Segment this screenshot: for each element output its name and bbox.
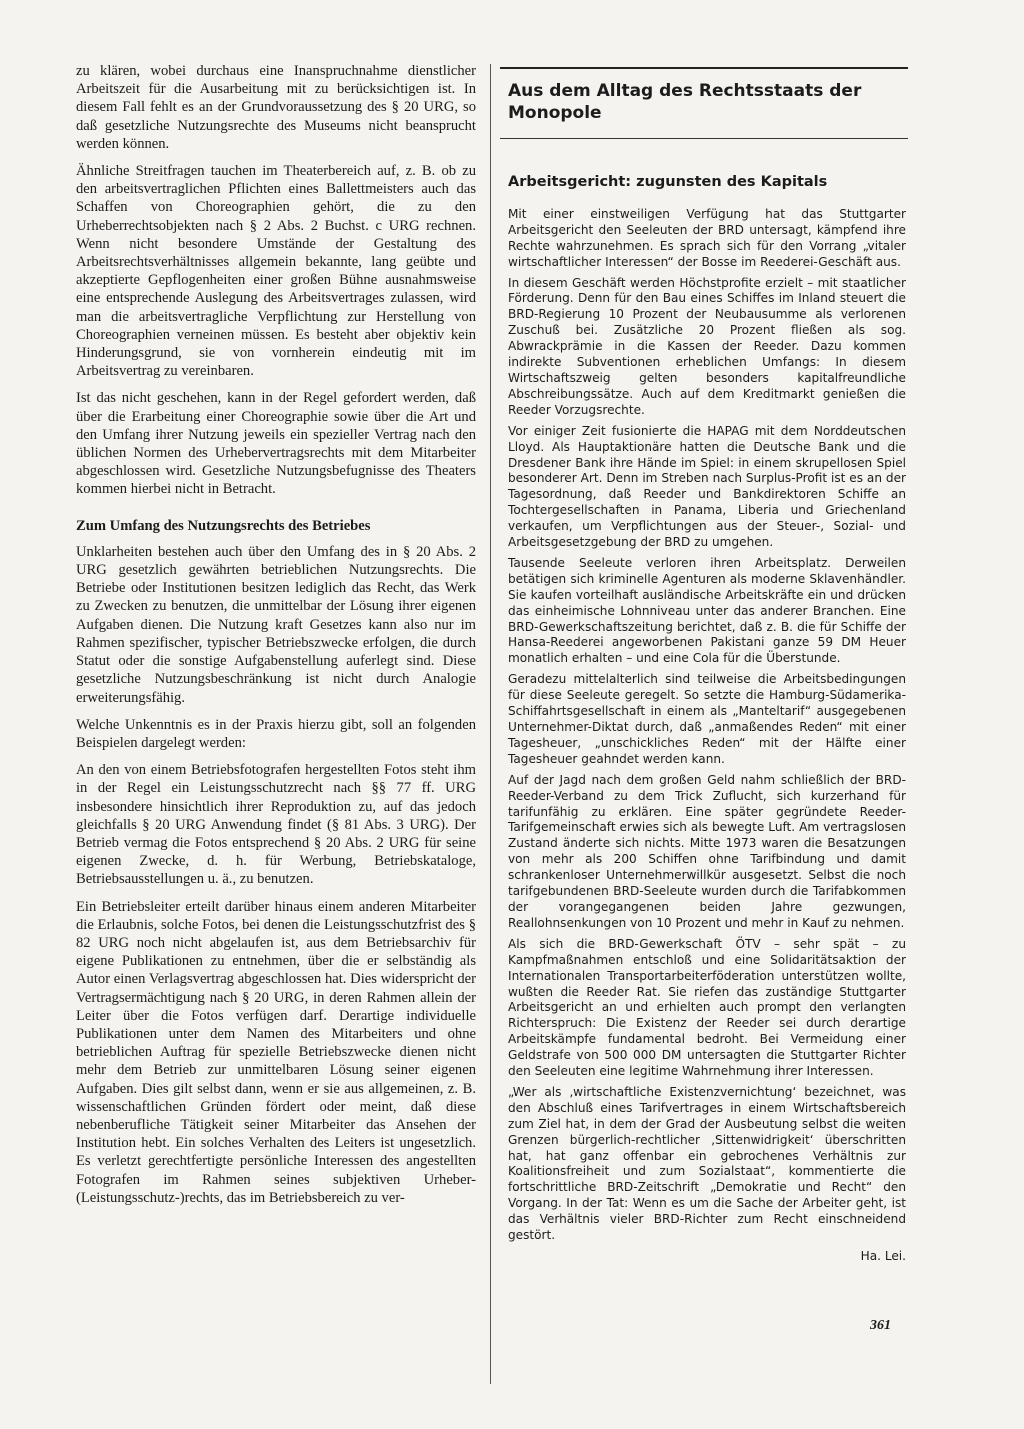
paragraph: Welche Unkenntnis es in der Praxis hierzu gibt, soll an folgenden Beispielen dargelegt werden: — [76, 716, 476, 751]
section-title: Aus dem Alltag des Rechtsstaats der Monopole — [508, 81, 862, 123]
column-divider — [490, 64, 491, 1384]
page-number: 361 — [870, 1318, 891, 1333]
paragraph: Tausende Seeleute verloren ihren Arbeitsplatz. Derweilen betätigen sich kriminelle Agenturen als moderne Sklavenhändler. Sie kaufen vorteilhaft ausländische Arbeitskräfte ein und drücken das einheimische Lohnniveau unter das anderer Branchen. Eine BRD-Gewerkschaftszeitung berichtet, daß z. B. die für Schiffe der Hansa-Reederei angeworbenen Pakistani ganze 59 DM Heuer monatlich erhalten – und eine Cola für die Überstunde. — [508, 555, 906, 666]
paragraph: Mit einer einstweiligen Verfügung hat das Stuttgarter Arbeitsgericht den Seeleuten der BRD untersagt, kämpfend ihre Rechte wahrzunehmen. Es sprach sich für den Vorrang „vitaler wirtschaftlicher Interessen“ der Bosse im Reederei-Geschäft aus. — [508, 206, 906, 269]
paragraph: Auf der Jagd nach dem großen Geld nahm schließlich der BRD-Reeder-Verband zu dem Trick Zuflucht, sich kurzerhand für tarifunfähig zu erklären. Eine später gegründete Reeder-Tarifgemeinschaft erwies sich als bewegte Luft. Am vertragslosen Zustand änderte sich nichts. Mitte 1973 waren die Besatzungen von mehr als 200 Schiffen ohne Tarifbindung und damit schrankenloser Unternehmerwillkür ausgesetzt. Selbst die noch tarifgebundenen BRD-Seeleute wurden durch die Tarifabkommen der vorangegangenen beiden Jahre gezwungen, Reallohnsenkungen von 10 Prozent und mehr in Kauf zu nehmen. — [508, 772, 906, 930]
paragraph: An den von einem Betriebsfotografen hergestellten Fotos steht ihm in der Regel ein Leistungsschutzrecht nach §§ 77 ff. URG insbesondere hinsichtlich ihrer Reproduktion zu, auf das jedoch gleichfalls § 20 URG Anwendung findet (§ 81 Abs. 3 URG). Der Betrieb vermag die Fotos entsprechend § 20 Abs. 2 URG für seine eigenen Zwecke, d. h. für Werbung, Betriebskataloge, Betriebsausstellungen u. ä., zu benutzen. — [76, 762, 476, 888]
right-column — [508, 80, 906, 1265]
section-rule — [500, 138, 908, 139]
paragraph: „Wer als ‚wirtschaftliche Existenzvernichtung‘ bezeichnet, was den Abschluß eines Tarifvertrages in einem Wirtschaftsbereich zum Ziel hat, in dem der Grad der Ausbeutung selbst die weiten Grenzen bürgerlich-rechtlicher ‚Sittenwidrigkeit‘ überschritten hat, hat ganz offenbar ein gebrochenes Verhältnis zur Koalitionsfreiheit und zum Sozialstaat“, kommentierte die fortschrittliche BRD-Zeitschrift „Demokratie und Recht“ den Vorgang. In der Tat: Wenn es um die Sache der Arbeiter geht, ist das Verhältnis vieler BRD-Richter zum Recht einschneidend gestört. — [508, 1084, 906, 1243]
paragraph: Als sich die BRD-Gewerkschaft ÖTV – sehr spät – zu Kampfmaßnahmen entschloß und eine Solidaritätsaktion der Internationalen Transportarbeiterföderation unterstützen wollte, wußten die Reeder Rat. Sie riefen das zuständige Stuttgarter Arbeitsgericht an und erhielten auch prompt den verlangten Richterspruch: Die Existenz der Reeder sei durch derartige Arbeitskämpfe fundamental bedroht. Bei Vermeidung einer Geldstrafe von 500 000 DM untersagten die Stuttgarter Richter den Seeleuten eine legitime Wahrnehmung ihrer Interessen. — [508, 936, 906, 1079]
paragraph: Vor einiger Zeit fusionierte die HAPAG mit dem Norddeutschen Lloyd. Als Hauptaktionäre hatten die Deutsche Bank und die Dresdener Bank ihre Hände im Spiel: in einem skrupellosen Spiel besonderer Art. Denn im Streben nach Surplus-Profit ist es an der Tagesordnung, daß Reeder und Bankdirektoren Schiffe an Tochtergesellschaften in Panama, Liberia und Griechenland verkaufen, um Verpflichtungen aus der Steuer-, Sozial- und Arbeitsgesetzgebung der BRD zu umgehen. — [508, 423, 906, 550]
paragraph: Ähnliche Streitfragen tauchen im Theaterbereich auf, z. B. ob zu den arbeitsvertraglichen Pflichten eines Ballettmeisters auch das Schaffen von Choreographien gehört, die zu den Urheberrechtsobjekten nach § 2 Abs. 2 Buchst. c URG rechnen. Wenn nicht besondere Umstände der Gestaltung des Arbeitsrechtsverhältnisses allgemein bekannte, lang geübte und akzeptierte Gepflogenheiten einer großen Bühne ausnahmsweise eine entsprechende Auslegung des Arbeitsvertrages zulassen, wird man die arbeitsvertragliche Verpflichtung zur Herstellung von Choreographien verneinen müssen. Es besteht aber objektiv kein Hinderungsgrund, sie von vornherein eindeutig mit im Arbeitsvertrag zu vereinbaren. — [76, 163, 476, 380]
paragraph: Ein Betriebsleiter erteilt darüber hinaus einem anderen Mitarbeiter die Erlaubnis, solche Fotos, bei denen die Leistungsschutzfrist des § 82 URG noch nicht abgelaufen ist, aus dem Betriebsarchiv für eigene Publikationen zu entnehmen, über die er selbständig als Autor einen Verlagsvertrag abgeschlossen hat. Dies widerspricht der Vertragsermächtigung nach § 20 URG, in deren Rahmen allein der Leiter über die Fotos verfügen darf. Derartige individuelle Publikationen unter dem Namen des Mitarbeiters und ohne betrieblichen Auftrag für spezielle Betriebszwecke dienen nicht mehr dem Betrieb zur unmittelbaren Lösung seiner eigenen Aufgaben. Dies gilt selbst dann, wenn er sie aus allgemeinen, z. B. wissenschaftlichen Gründen fördert oder meint, daß diese nebenberufliche Tätigkeit seiner Mitarbeiter das Ansehen der Institution hebt. Ein solches Verhalten des Leiters ist ungesetzlich. Es verletzt gerechtfertigte persönliche Interessen des angestellten Fotografen im Rahmen seines subjektiven Urheber-(Leistungsschutz-)rechts, das im Betriebsbereich zu ver- — [76, 898, 476, 1206]
author-signature: Ha. Lei. — [860, 1249, 906, 1263]
paragraph: Geradezu mittelalterlich sind teilweise die Arbeitsbedingungen für diese Seeleute geregelt. So setzte die Hamburg-Südamerika-Schiffahrtsgesellschaft in einem als „Manteltarif“ ausgegebenen Unternehmer-Diktat durch, daß „anmaßendes Reden“ mit einer Tagesheuer, „unschickliches Reden“ mit der Hälfte einer Tagesheuer geahndet werden kann. — [508, 672, 906, 766]
paragraph: Ist das nicht geschehen, kann in der Regel gefordert werden, daß über die Erarbeitung einer Choreographie sowie über die Art und den Umfang ihrer Nutzung jeweils ein spezieller Vertrag nach den üblichen Normen des Urhebervertragsrechts mit dem Mitarbeiter abgeschlossen wird. Gesetzliche Nutzungsbefugnisse des Theaters kommen hierbei nicht in Betracht. — [76, 390, 476, 498]
article-title: Arbeitsgericht: zugunsten des Kapitals — [508, 174, 828, 190]
paragraph: Unklarheiten bestehen auch über den Umfang des in § 20 Abs. 2 URG gesetzlich gewährten betrieblichen Nutzungsrechts. Die Betriebe oder Institutionen besitzen lediglich das Recht, das Werk zu Zwecken zu benutzen, die unmittelbar der Lösung ihrer eigenen Aufgaben dienen. Die Nutzung kraft Gesetzes kann also nur im Rahmen spezifischer, typischer Betriebszwecke erfolgen, die durch Statut oder die sonstige Aufgabenstellung auferlegt sind. Diese gesetzliche Nutzungsbeschränkung ist nicht durch Analogie erweiterungsfähig. — [76, 543, 476, 706]
paragraph: In diesem Geschäft werden Höchstprofite erzielt – mit staatlicher Förderung. Denn für den Bau eines Schiffes im Inland steuert die BRD-Regierung 10 Prozent der Neubausumme als verlorenen Zuschuß bei. Zusätzliche 20 Prozent fließen als sog. Abwrackprämie in die Kassen der Reeder. Dazu kommen indirekte Subventionen erheblichen Umfangs: In diesem Wirtschaftszweig gelten besonders kapitalfreundliche Abschreibungssätze. Auch auf dem Kreditmarkt genießen die Reeder Vorzugsrechte. — [508, 275, 906, 417]
section-top-rule — [500, 67, 908, 69]
section-subheading: Zum Umfang des Nutzungsrechts des Betriebes — [76, 517, 371, 534]
paragraph: zu klären, wobei durchaus eine Inanspruchnahme dienstlicher Arbeitszeit für die Ausarbeitung mit zu berücksichtigen ist. In diesem Fall fehlt es an der Grundvoraussetzung des § 20 URG, so daß gesetzliche Nutzungsrechte des Museums nicht beansprucht werden können. — [76, 63, 476, 152]
left-column — [76, 62, 476, 1216]
